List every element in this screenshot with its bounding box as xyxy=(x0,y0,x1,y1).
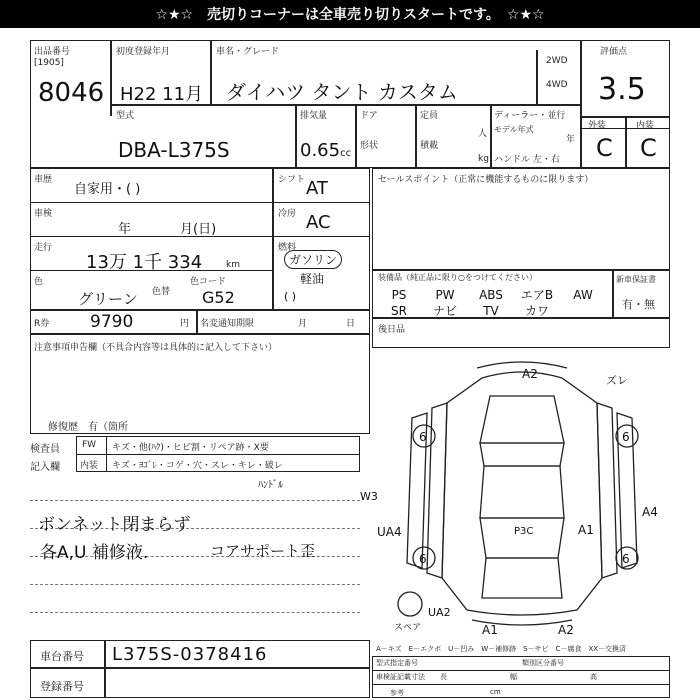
size-label: 車検証記載寸法 xyxy=(376,673,425,681)
fuel-label: 燃料 xyxy=(278,243,297,253)
sales-label: セールスポイント（正常に機能するものに限ります） xyxy=(378,175,594,185)
handle-note: ﾊﾝﾄﾞﾙ xyxy=(258,480,283,491)
person-unit: 人 xyxy=(478,129,488,139)
cm-unit: cm xyxy=(490,688,501,696)
reg-label: 初度登録年月 xyxy=(116,47,171,57)
capacity-label: 定員 xyxy=(420,111,439,121)
load-label: 積載 xyxy=(420,141,439,151)
drive-2wd: 2WD xyxy=(546,56,568,66)
mark-tire-rr: 6 xyxy=(622,552,630,566)
remark-line-1: ボンネット閉まらず xyxy=(38,515,191,535)
color-change-label: 色替 xyxy=(152,287,171,297)
equipment-label: 装備品（純正品に限り○をつけてください） xyxy=(378,273,537,282)
form-number-label: 型式指定番号 xyxy=(376,659,418,667)
inspector-label-2: 記入欄 xyxy=(30,462,60,473)
warranty-label: 新車保証書 xyxy=(616,275,656,284)
equipment-item-r1-2: ABS xyxy=(479,288,503,302)
chassis-value: L375S-0378416 xyxy=(112,644,268,665)
mark-top: A2 xyxy=(522,367,538,381)
history-value: 自家用・( ) xyxy=(74,182,141,197)
remark-line-2: 各A,U 補修液. xyxy=(40,543,149,563)
car-diagram xyxy=(360,348,670,638)
mark-bottom-a1: A1 xyxy=(482,623,498,637)
mark-left-side: UA4 xyxy=(377,525,402,539)
fuel-other: ( ) xyxy=(284,290,297,303)
equipment-item-r1-3: エアB xyxy=(520,288,554,302)
car-name-label: 車名・グレード xyxy=(216,47,280,57)
exterior-grade: C xyxy=(596,134,613,162)
equipment-item-r2-3: カワ xyxy=(524,304,549,318)
interior-row-label: 内装 xyxy=(80,461,99,471)
repair-history-label: 修復歴 有（箇所 xyxy=(48,422,128,433)
mileage-label: 走行 xyxy=(34,243,53,253)
after-label: 後日品 xyxy=(378,325,406,335)
yen-unit: 円 xyxy=(180,319,190,329)
lot-bracket: [1905] xyxy=(34,58,64,68)
mark-center: P3C xyxy=(514,526,534,537)
fuel-diesel: 軽油 xyxy=(300,272,325,286)
width-label: 幅 xyxy=(510,673,517,681)
color-value: グリーン xyxy=(78,290,138,308)
notes-label: 注意事項申告欄（不具合内容等は具体的に記入して下さい） xyxy=(34,343,278,353)
lot-label: 出品番号 xyxy=(34,47,71,57)
ac-value: AC xyxy=(306,212,331,233)
color-label: 色 xyxy=(34,277,44,287)
model-year-label: モデル年式 xyxy=(494,125,534,134)
mark-bottom-a2: A2 xyxy=(558,623,574,637)
tax-month-unit: 月 xyxy=(298,319,308,329)
equipment-item-r1-0: PS xyxy=(391,288,407,302)
mileage-value: 13万 1千 334 xyxy=(86,252,203,273)
chassis-label: 車台番号 xyxy=(40,650,84,663)
after-box xyxy=(372,318,670,348)
displacement-value: 0.65cc xyxy=(300,140,352,161)
drive-4wd: 4WD xyxy=(546,80,568,90)
inspector-label-1: 検査員 xyxy=(30,444,60,455)
length-label: 長 xyxy=(440,673,447,681)
ac-label: 冷房 xyxy=(278,209,297,219)
mark-tire-fl: 6 xyxy=(419,430,427,444)
tax-day-unit: 日 xyxy=(346,319,356,329)
mark-right-center: A1 xyxy=(578,523,594,537)
history-label: 車歴 xyxy=(34,175,53,185)
shift-value: AT xyxy=(306,178,328,199)
door-label: ドア xyxy=(360,111,378,121)
equipment-item-r2-1: ナビ xyxy=(432,304,457,318)
reg-value: H22 11月 xyxy=(120,84,204,105)
model-value: DBA-L375S xyxy=(118,138,230,162)
km-unit: km xyxy=(226,260,240,270)
damage-legend: A－キズ E－エクボ U－凹み W－補修跡 S－サビ C－腐食 XX－交換済 xyxy=(376,645,627,653)
shape-label: 形状 xyxy=(360,141,379,151)
top-banner: ☆★☆ 売切りコーナーは全車売り切りスタートです。 ☆★☆ xyxy=(0,0,700,28)
fuel-gasoline: ガソリン xyxy=(284,250,342,269)
warranty-value: 有・無 xyxy=(622,298,655,311)
regno-label: 登録番号 xyxy=(40,680,84,693)
model-label: 型式 xyxy=(116,111,135,121)
mark-tire-rl: 6 xyxy=(419,552,427,566)
remark-line-3: コアサポート歪 xyxy=(210,542,316,560)
equipment-item-r2-0: SR xyxy=(391,304,407,318)
ticket-value: 9790 xyxy=(90,312,134,332)
equipment-item-r1-1: PW xyxy=(435,288,455,302)
equipment-item-r2-2: TV xyxy=(483,304,499,318)
handle-label: ハンドル 左・右 xyxy=(494,155,560,165)
inspection-month-unit: 月(日) xyxy=(180,222,217,237)
mark-bottom-left: UA2 xyxy=(428,606,451,619)
inspection-year-unit: 年 xyxy=(118,222,132,237)
mark-zure: ズレ xyxy=(606,374,628,387)
mark-w3: W3 xyxy=(360,490,378,503)
class-number-label: 類別区分番号 xyxy=(522,659,564,667)
interior-items: キズ・ﾖｺﾞﾚ・コゲ・穴・スレ・キレ・破レ xyxy=(112,461,283,471)
spare-label: スペア xyxy=(394,623,422,633)
displacement-label: 排気量 xyxy=(300,111,328,121)
ref-label: 参考 xyxy=(390,689,404,697)
dealer-label: ディーラー・並行 xyxy=(494,111,566,121)
mark-tire-fr: 6 xyxy=(622,430,630,444)
tax-label: 名変通知期限 xyxy=(200,319,255,329)
car-name-value: ダイハツ タント カスタム xyxy=(226,80,458,104)
year-unit: 年 xyxy=(566,135,576,145)
inspection-label: 車検 xyxy=(34,209,53,219)
interior-label: 内装 xyxy=(636,121,655,131)
kg-unit: kg xyxy=(478,154,489,164)
height-label: 高 xyxy=(590,673,597,681)
score-value: 3.5 xyxy=(598,72,646,107)
shift-label: シフト xyxy=(278,175,306,185)
fw-label: FW xyxy=(82,440,97,450)
lot-number: 8046 xyxy=(38,78,105,108)
equipment-row-2 xyxy=(376,300,560,319)
interior-grade: C xyxy=(640,134,657,162)
equipment-item-r1-4: AW xyxy=(573,288,593,302)
ticket-label: R券 xyxy=(34,319,50,329)
color-code-label: 色コード xyxy=(190,277,227,287)
score-label: 評価点 xyxy=(600,47,628,57)
exterior-label: 外装 xyxy=(588,121,607,131)
mark-right-side: A4 xyxy=(642,505,658,519)
color-code-value: G52 xyxy=(202,288,235,307)
fw-items: キズ・他(ﾊｸ)・ヒビ割・リペア跡・X要 xyxy=(112,443,269,453)
